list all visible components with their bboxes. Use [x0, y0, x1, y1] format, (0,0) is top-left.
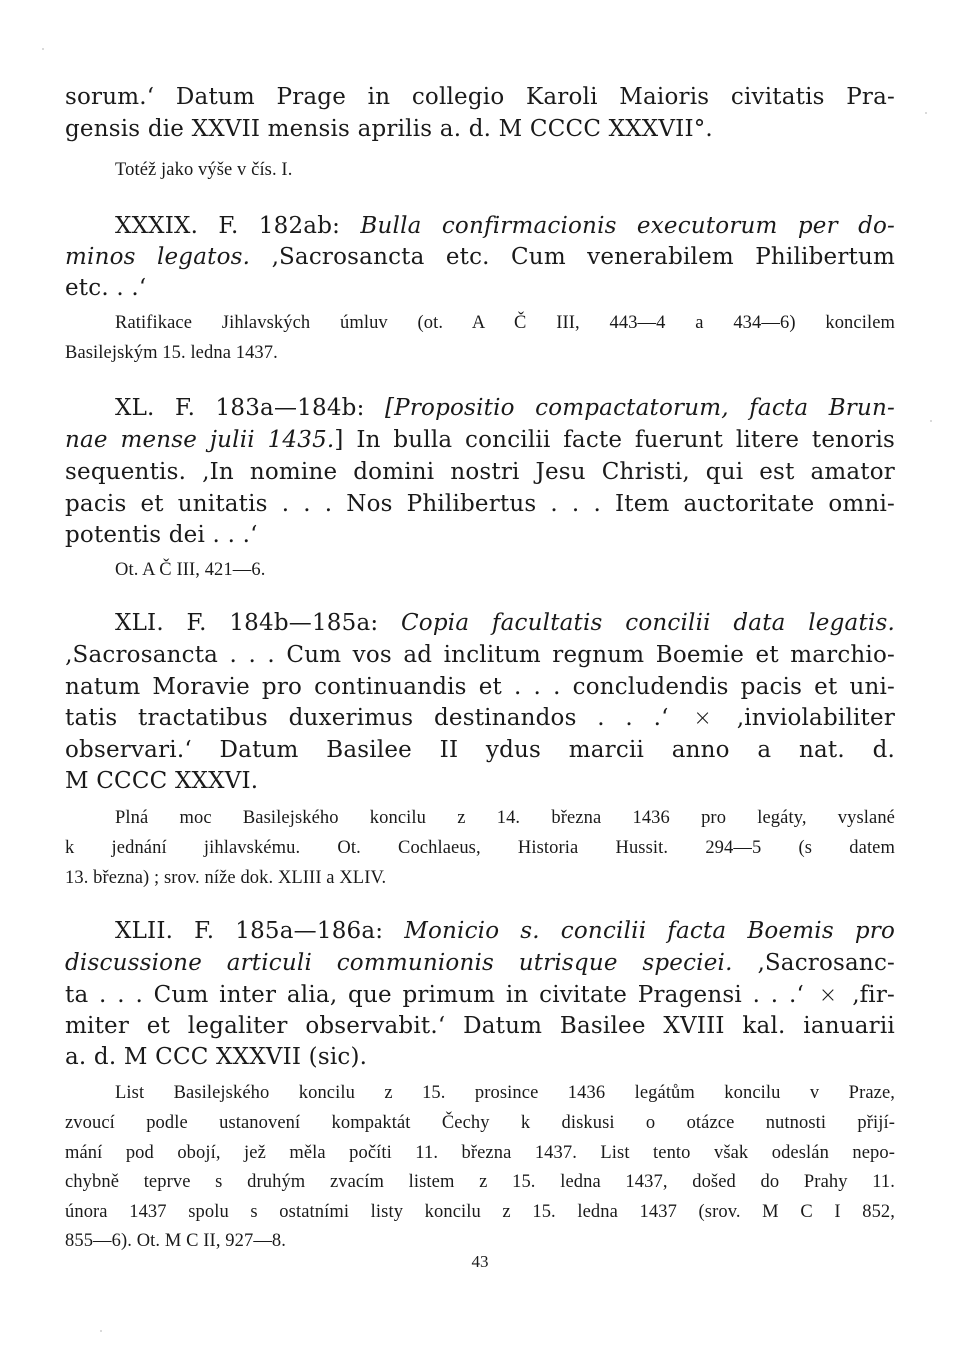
entry-xlii-note-1: List Basilejského koncilu z 15. prosince 1436 legátům koncilu v Praze, — [115, 1083, 895, 1103]
entry-folio: F. 183a—184b: — [175, 395, 365, 421]
entry-text: In bulla concilii facte fuerunt litere tenoris — [356, 427, 896, 453]
entry-xl-line-5: potentis dei . . .‘ — [65, 522, 258, 548]
page-number: 43 — [471, 1252, 489, 1271]
cross-icon: × — [693, 706, 712, 731]
entry-title-cont: discussione articuli communionis utrisque speciei. — [65, 950, 733, 976]
entry-xlii-note-6: 855—6). Ot. M C II, 927—8. — [65, 1231, 286, 1251]
entry-xli-line-4: tatis tractatibus duxerimus destinandos . . .‘ × ‚inviolabiliter — [65, 705, 896, 731]
entry-xli-note-1: Plná moc Basilejského koncilu z 14. března 1436 pro legáty, vyslané — [115, 808, 895, 828]
entry-xl-line-2: nae mense julii 1435.] In bulla concilii facte fuerunt litere tenoris — [65, 427, 896, 453]
entry-xlii-line-5: a. d. M CCC XXXVII (sic). — [65, 1044, 368, 1070]
entry-number: XL. — [115, 395, 155, 421]
entry-xxxix-note-1: Ratifikace Jihlavských úmluv (ot. A Č III, 443—4 a 434—6) koncilem — [115, 313, 895, 333]
entry-xlii-note-4: chybně teprve s druhým zvacím listem z 15. ledna 1437, došed do Prahy 11. — [65, 1172, 895, 1192]
entry-title: [Propositio compactatorum, facta Brun- — [385, 395, 895, 421]
continuation-line-1: sorum.‘ Datum Prage in collegio Karoli Maioris civitatis Pra- — [65, 84, 895, 110]
entry-folio: F. 185a—186a: — [194, 918, 384, 944]
entry-folio: F. 182ab: — [218, 213, 341, 239]
scan-speck — [930, 420, 932, 422]
entry-folio: F. 184b—185a: — [186, 610, 379, 636]
entry-xlii-line-2 — [65, 950, 895, 976]
entry-xl-line-4: pacis et unitatis . . . Nos Philibertus . . . Item auctoritate omni- — [65, 491, 895, 517]
continuation-note: Totéž jako výše v čís. I. — [115, 160, 293, 180]
entry-xli-line-2: ‚Sacrosancta . . . Cum vos ad inclitum regnum Boemie et marchio- — [65, 642, 895, 668]
scan-speck — [42, 48, 44, 50]
entry-title: Monicio s. concilii facta Boemis pro — [404, 918, 896, 944]
scan-speck — [925, 112, 927, 114]
entry-xlii-note-5: února 1437 spolu s ostatními listy koncilu z 15. ledna 1437 (srov. M C I 852, — [65, 1202, 895, 1222]
entry-xli-note-2: k jednání jihlavskému. Ot. Cochlaeus, Historia Hussit. 294—5 (s datem — [65, 838, 895, 858]
entry-number: XXXIX. — [115, 213, 199, 239]
entry-xlii-heading — [115, 918, 895, 944]
scan-speck — [100, 1330, 102, 1332]
entry-xlii-note-2: zvoucí podle ustanovení kompaktát Čechy k diskusi o otázce nutnosti přijí- — [65, 1113, 895, 1133]
cross-icon: × — [818, 983, 838, 1008]
entry-xxxix-line-2 — [65, 244, 895, 270]
entry-xli-heading — [115, 610, 895, 636]
entry-text: ‚Sacrosancta etc. Cum venerabilem Philibertum — [271, 244, 895, 270]
entry-title-cont: nae mense julii 1435. — [65, 427, 335, 453]
entry-text: ‚Sacrosanc- — [757, 950, 895, 976]
entry-xlii-line-3: ta . . . Cum inter alia, que primum in civitate Pragensi . . .‘ × ‚fir- — [65, 982, 896, 1008]
entry-xli-line-6: M CCCC XXXVI. — [65, 768, 259, 794]
entry-xli-note-3: 13. března) ; srov. níže dok. XLIII a XLIV. — [65, 868, 387, 888]
entry-xli-line-5: observari.‘ Datum Basilee II ydus marcii anno a nat. d. — [65, 737, 895, 763]
entry-xxxix-note-2: Basilejským 15. ledna 1437. — [65, 343, 278, 363]
entry-xl-line-3: sequentis. ‚In nomine domini nostri Jesu Christi, qui est amator — [65, 459, 895, 485]
entry-title: Bulla confirmacionis executorum per do- — [360, 213, 896, 239]
entry-xl-note-1: Ot. A Č III, 421—6. — [115, 560, 266, 580]
entry-number: XLII. — [115, 918, 174, 944]
entry-xlii-note-3: mání pod obojí, jež měla počíti 11. března 1437. List tento však odeslán nepo- — [65, 1143, 895, 1163]
entry-xxxix-heading — [115, 213, 895, 239]
entry-title-cont: minos legatos. — [65, 244, 251, 270]
continuation-line-2: gensis die XXVII mensis aprilis a. d. M CCCC XXXVII°. — [65, 116, 713, 142]
entry-xli-line-3: natum Moravie pro continuandis et . . . concludendis pacis et uni- — [65, 674, 895, 700]
entry-title: Copia facultatis concilii data legatis. — [401, 610, 895, 636]
entry-number: XLI. — [115, 610, 164, 636]
entry-xxxix-line-3: etc. . .‘ — [65, 275, 147, 301]
entry-xl-heading — [115, 395, 895, 421]
entry-xlii-line-4: miter et legaliter observabit.‘ Datum Basilee XVIII kal. ianuarii — [65, 1013, 895, 1039]
